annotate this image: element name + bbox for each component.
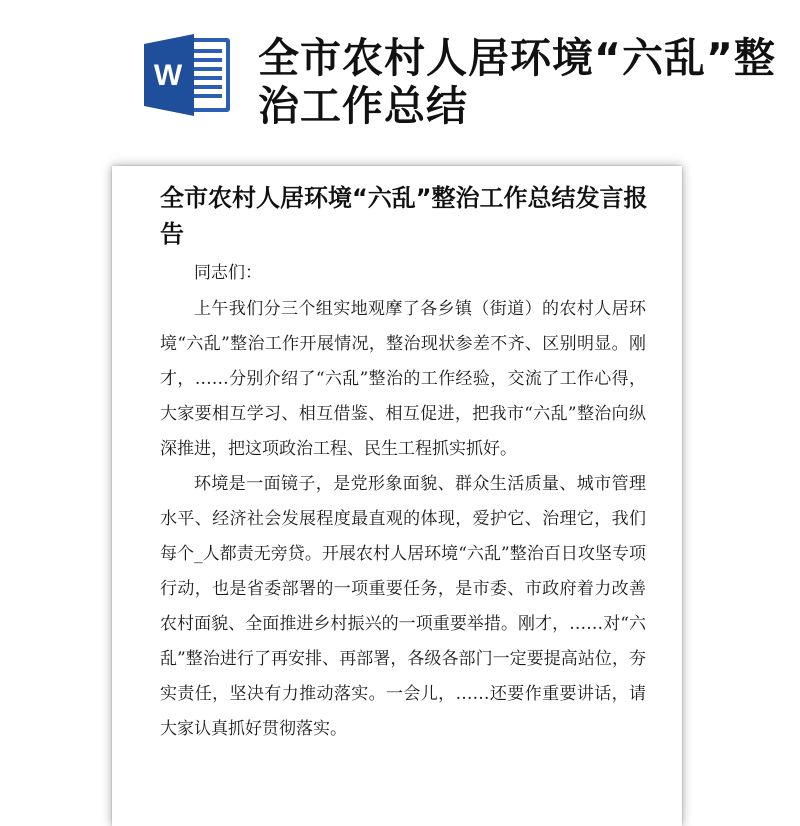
word-icon-letter: W [153,59,183,92]
paragraph-1: 上午我们分三个组实地观摩了各乡镇（街道）的农村人居环境“六乱”整治工作开展情况，整治现状参差不齐、区别明显。刚才，……分别介绍了“六乱”整治的工作经验，交流了工作心得，大家要相互学习、相互借鉴、相互促进，把我市“六乱”整治向纵深推进，把这项政治工程、民生工程抓实抓好。 [160,299,646,459]
document-page [112,166,682,826]
word-icon [140,32,234,118]
document-body [160,256,646,747]
document-title: 全市农村人居环境“六乱”整治工作总结发言报告 [160,184,648,248]
banner [0,0,800,160]
greeting: 同志们： [194,263,262,283]
banner-title: 全市农村人居环境“六乱”整治工作总结 [258,34,776,130]
paragraph-2: 环境是一面镜子，是党形象面貌、群众生活质量、城市管理水平、经济社会发展程度最直观的体现，爱护它、治理它，我们每个_人都责无旁贷。开展农村人居环境“六乱”整治百日攻坚专项行动，也是省委部署的一项重要任务，是市委、市政府着力改善农村面貌、全面推进乡村振兴的一项重要举措。刚才，……对“六乱”整治进行了再安排、再部署，各级各部门一定要提高站位，夯实责任，坚决有力推动落实。一会儿，……还要作重要讲话，请大家认真抓好贯彻落实。 [160,474,646,739]
